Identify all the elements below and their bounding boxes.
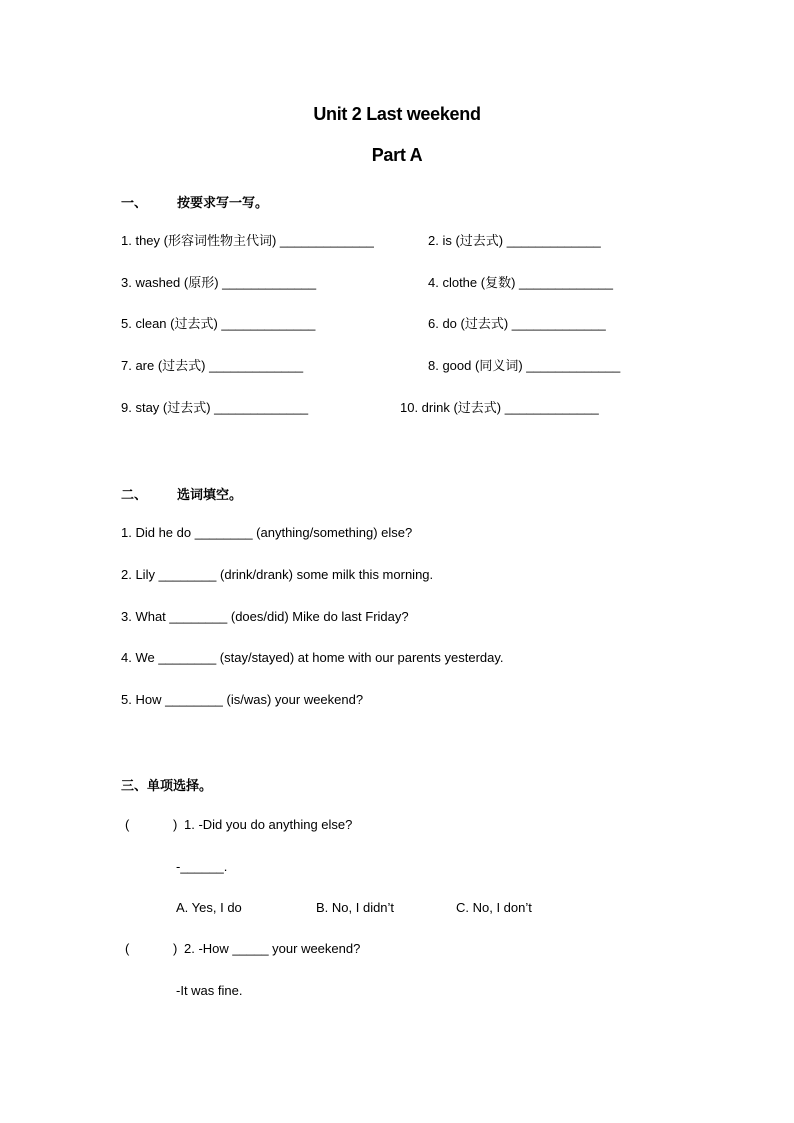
- question-text: 1. -Did you do anything else?: [184, 817, 353, 832]
- exercise-item: 4. We ________ (stay/stayed) at home with our parents yesterday.: [121, 650, 504, 665]
- section1-title: 按要求写一写。: [177, 195, 269, 210]
- option-c: C. No, I don’t: [456, 900, 532, 915]
- answer-line: -______.: [176, 859, 228, 874]
- answer-paren-close: ): [173, 817, 178, 832]
- question-text: 2. -How _____ your weekend?: [184, 941, 361, 956]
- exercise-item: 10. drink (过去式) _____________: [400, 400, 599, 415]
- section1-number: 一、: [121, 195, 148, 210]
- section2-title: 选词填空。: [177, 487, 243, 502]
- exercise-item: 5. How ________ (is/was) your weekend?: [121, 692, 364, 707]
- exercise-item: 8. good (同义词) _____________: [428, 358, 621, 373]
- page-title: Unit 2 Last weekend: [313, 104, 481, 124]
- exercise-item: 6. do (过去式) _____________: [428, 316, 606, 331]
- exercise-item: 7. are (过去式) _____________: [121, 358, 304, 373]
- exercise-item: 2. Lily ________ (drink/drank) some milk this morning.: [121, 567, 434, 582]
- section2-heading: [121, 484, 242, 503]
- section3-heading: 三、单项选择。: [121, 778, 213, 793]
- section1-heading: [121, 192, 268, 211]
- exercise-item: 9. stay (过去式) _____________: [121, 400, 309, 415]
- answer-line: -It was fine.: [176, 983, 243, 998]
- exercise-item: 5. clean (过去式) _____________: [121, 316, 316, 331]
- section2-number: 二、: [121, 487, 148, 502]
- exercise-item: 1. they (形容词性物主代词) _____________: [121, 233, 374, 248]
- option-b: B. No, I didn’t: [316, 900, 395, 915]
- exercise-item: 2. is (过去式) _____________: [428, 233, 601, 248]
- exercise-item: 4. clothe (复数) _____________: [428, 275, 614, 290]
- answer-paren-open: (: [125, 817, 130, 832]
- exercise-item: 1. Did he do ________ (anything/something) else?: [121, 525, 413, 540]
- exercise-item: 3. What ________ (does/did) Mike do last Friday?: [121, 609, 409, 624]
- option-a: A. Yes, I do: [176, 900, 242, 915]
- answer-paren-close: ): [173, 941, 178, 956]
- page-subtitle: Part A: [371, 145, 423, 165]
- exercise-item: 3. washed (原形) _____________: [121, 275, 317, 290]
- answer-paren-open: (: [125, 941, 130, 956]
